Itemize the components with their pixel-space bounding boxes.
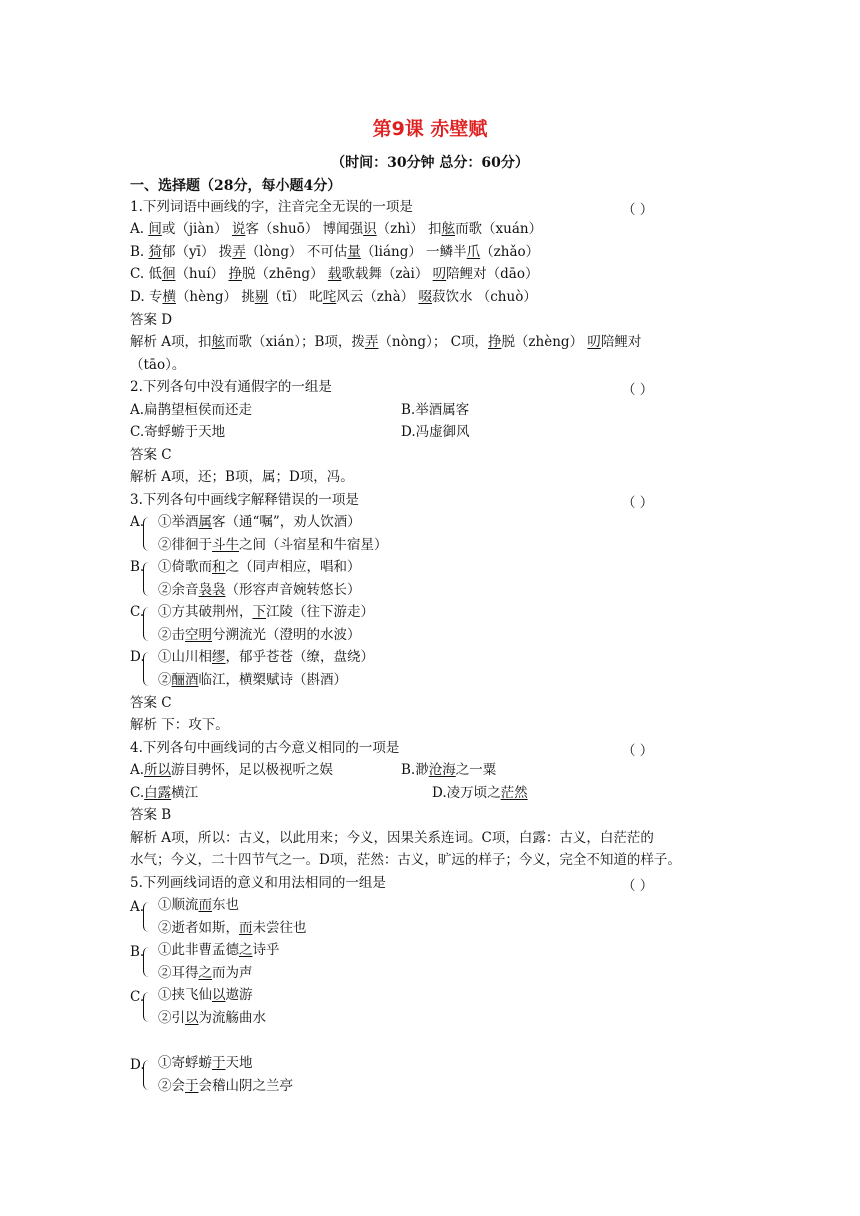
text-segment: ①寄蜉蝣: [158, 1055, 212, 1071]
text-segment: D.凌万顷之: [432, 785, 501, 801]
text-segment: 陪鲤对（dāo）: [446, 266, 539, 282]
underlined-term: 斗牛: [212, 537, 239, 553]
q1-analysis-line2: （tāo）。: [130, 357, 186, 373]
q5-option-b-2: [158, 964, 253, 982]
underlined-term: 挣: [228, 266, 242, 282]
answer-blank-2: （ ）: [622, 382, 654, 398]
text-segment: ①倚歌而: [158, 559, 212, 575]
underlined-term: 下: [252, 604, 266, 620]
q3-analysis: 解析 下：攻下。: [130, 717, 229, 733]
section-heading: 一、选择题（28分，每小题4分）: [130, 178, 342, 194]
underlined-term: 茫然: [500, 785, 528, 801]
q5-brace-b: [143, 947, 154, 977]
question-4-stem: 4.下列各句中画线词的古今意义相同的一项是: [130, 740, 400, 756]
q5-option-c-1: [158, 986, 253, 1004]
text-segment: ②逝者如斯，: [158, 920, 239, 936]
underlined-term: 舷: [211, 334, 226, 350]
text-segment: 而歌（xián）；B项，拨: [225, 334, 365, 350]
q1-option-b: [130, 243, 539, 261]
text-segment: ①举酒: [158, 514, 199, 530]
q3-option-a-1: [158, 513, 361, 531]
underlined-term: 剔: [254, 289, 269, 305]
underlined-term: 横: [162, 289, 176, 305]
underlined-term: 袅袅: [198, 582, 226, 598]
q1-option-c: [130, 265, 538, 283]
underlined-term: 啜: [418, 289, 432, 305]
underlined-term: 空明: [185, 627, 212, 643]
answer-blank-1: （ ）: [622, 202, 654, 218]
text-segment: ②引: [158, 1010, 185, 1026]
q3-option-c-label: C.: [130, 604, 145, 620]
text-segment: ②徘徊于: [158, 537, 212, 553]
q3-option-b-label: B.: [130, 559, 145, 575]
q3-option-d-1: [158, 648, 374, 666]
underlined-term: 载: [327, 266, 342, 282]
q3-option-d-label: D.: [130, 649, 145, 665]
text-segment: D. 专: [130, 289, 163, 305]
text-segment: ，郁乎苍苍（缭，盘绕）: [225, 649, 374, 665]
text-segment: 脱（zhèng）: [501, 334, 588, 350]
text-segment: 或（jiàn）: [161, 221, 232, 237]
q1-answer: 答案 D: [130, 312, 173, 328]
q1-option-a: [130, 220, 542, 238]
q5-option-a-label: A.: [130, 899, 145, 915]
underlined-term: 沧海: [428, 762, 456, 778]
text-segment: 遨游: [225, 987, 253, 1003]
question-2-stem: 2.下列各句中没有通假字的一组是: [130, 379, 332, 395]
underlined-term: 而: [198, 897, 212, 913]
text-segment: C. 低: [130, 266, 162, 282]
q2-option-d: D.冯虚御风: [401, 424, 470, 440]
text-segment: 郁（yī） 拨: [162, 244, 233, 260]
q3-option-b-2: [158, 581, 361, 599]
underlined-term: 舷: [441, 221, 456, 237]
q3-option-a-2: [158, 536, 388, 554]
underlined-term: 属: [198, 514, 212, 530]
text-segment: 东也: [212, 897, 239, 913]
q2-option-a: A.扁鹊望桓侯而还走: [130, 402, 253, 418]
text-segment: （hèng） 挑: [175, 289, 255, 305]
text-segment: 未尝往也: [252, 920, 307, 936]
text-segment: B.渺: [401, 762, 429, 778]
underlined-term: 白露: [144, 785, 172, 801]
text-segment: A.: [130, 762, 145, 778]
underlined-term: 猗: [148, 244, 163, 260]
text-segment: （tī） 叱: [268, 289, 323, 305]
text-segment: ②: [158, 672, 172, 688]
q5-option-b-1: [158, 941, 280, 959]
text-segment: 歌载舞（zài）: [341, 266, 433, 282]
text-segment: 脱（zhēng）: [241, 266, 328, 282]
text-segment: 之间（斗宿星和牛宿星）: [239, 537, 388, 553]
text-segment: A.: [130, 221, 149, 237]
q4-option-b: [401, 761, 496, 779]
underlined-term: 和: [212, 559, 226, 575]
underlined-term: 叨: [432, 266, 447, 282]
q5-brace-a: [143, 902, 154, 932]
text-segment: ②余音: [158, 582, 199, 598]
question-1-stem: 1.下列词语中画线的字，注音完全无误的一项是: [130, 199, 413, 215]
text-segment: 之（同声相应，唱和）: [225, 559, 361, 575]
q5-option-a-1: [158, 896, 239, 914]
q5-option-a-2: [158, 919, 307, 937]
text-segment: 临江，横槊赋诗（斟酒）: [198, 672, 347, 688]
text-segment: ②击: [158, 627, 185, 643]
underlined-term: 弄: [232, 244, 246, 260]
text-segment: ①此非曹孟德: [158, 942, 239, 958]
underlined-term: 间: [148, 221, 162, 237]
text-segment: （lòng） 不可估: [245, 244, 348, 260]
q3-option-d-2: [158, 671, 347, 689]
underlined-term: 之: [239, 942, 253, 958]
text-segment: 会稽山阴之兰亭: [198, 1078, 293, 1094]
underlined-term: 于: [185, 1078, 199, 1094]
underlined-term: 咤: [322, 289, 337, 305]
q1-option-d: [130, 288, 537, 306]
q5-option-d-2: [158, 1077, 293, 1095]
underlined-term: 而: [239, 920, 253, 936]
text-segment: 客（shuō） 博闻强: [245, 221, 364, 237]
q4-analysis-line1: 解析 A项，所以：古义，以此用来；今义，因果关系连词。C项，白露：古义，白茫茫的: [130, 830, 654, 846]
text-segment: 陪鲤对: [600, 334, 642, 350]
text-segment: （zhǎo）: [480, 244, 540, 260]
text-segment: 游目骋怀，足以极视听之娱: [171, 762, 334, 778]
q2-option-b: B.举酒属客: [401, 402, 470, 418]
underlined-term: 挣: [487, 334, 502, 350]
text-segment: 之一粟: [455, 762, 497, 778]
text-segment: 天地: [225, 1055, 253, 1071]
q3-brace-b: [143, 562, 154, 596]
text-segment: B.: [130, 244, 149, 260]
underlined-term: 爪: [466, 244, 481, 260]
q2-answer: 答案 C: [130, 447, 172, 463]
underlined-term: 之: [198, 965, 212, 981]
underlined-term: 于: [212, 1055, 226, 1071]
underlined-term: 徊: [161, 266, 176, 282]
answer-blank-4: （ ）: [622, 743, 654, 759]
q5-option-d-1: [158, 1054, 253, 1072]
q3-brace-c: [143, 607, 154, 641]
underlined-term: 弄: [364, 334, 379, 350]
text-segment: （zhì） 扣: [376, 221, 442, 237]
q3-option-a-label: A.: [130, 514, 145, 530]
text-segment: （huí）: [175, 266, 229, 282]
q2-option-c: C.寄蜉蝣于天地: [130, 424, 226, 440]
q4-analysis-line2: 水气；今义，二十四节气之一。D项，茫然：古义，旷远的样子；今义，完全不知道的样子。: [130, 852, 681, 868]
text-segment: 风云（zhà）: [336, 289, 419, 305]
underlined-term: 叨: [587, 334, 601, 350]
q4-option-d: [432, 784, 528, 802]
text-segment: ①山川相: [158, 649, 212, 665]
q4-option-a: [130, 761, 333, 779]
underlined-term: 酾酒: [171, 672, 199, 688]
q3-option-c-2: [158, 626, 361, 644]
q3-answer: 答案 C: [130, 695, 172, 711]
text-segment: C.: [130, 785, 145, 801]
text-segment: 兮溯流光（澄明的水波）: [212, 627, 361, 643]
q5-brace-d: [143, 1060, 154, 1090]
text-segment: 诗乎: [252, 942, 280, 958]
q5-option-d-label: D.: [130, 1057, 145, 1073]
answer-blank-3: （ ）: [622, 495, 654, 511]
text-segment: 菽饮水 （chuò）: [431, 289, 537, 305]
text-segment: 客（通“嘱”，劝人饮酒）: [212, 514, 361, 530]
q4-option-c: [130, 784, 198, 802]
q1-analysis-line1: [130, 333, 641, 351]
underlined-term: 以: [212, 987, 226, 1003]
q5-option-b-label: B.: [130, 944, 145, 960]
underlined-term: 缪: [212, 649, 226, 665]
q5-option-c-label: C.: [130, 989, 145, 1005]
text-segment: 江陵（往下游走）: [266, 604, 374, 620]
text-segment: 解析 A项，扣: [130, 334, 212, 350]
underlined-term: 量: [347, 244, 361, 260]
underlined-term: 以: [185, 1010, 199, 1026]
text-segment: 而歌（xuán）: [455, 221, 543, 237]
question-3-stem: 3.下列各句中画线字解释错误的一项是: [130, 492, 359, 508]
text-segment: ①顺流: [158, 897, 199, 913]
underlined-term: 识: [363, 221, 377, 237]
question-5-stem: 5.下列画线词语的意义和用法相同的一组是: [130, 875, 386, 891]
text-segment: 而为声: [212, 965, 253, 981]
text-segment: （nòng）； C项，: [378, 334, 488, 350]
q3-brace-d: [143, 652, 154, 686]
text-segment: （形容声音婉转悠长）: [225, 582, 361, 598]
text-segment: （liáng） 一鳞半: [360, 244, 467, 260]
page-title: 第9课 赤壁赋: [372, 118, 488, 140]
text-segment: 为流觞曲水: [198, 1010, 266, 1026]
q3-option-c-1: [158, 603, 374, 621]
q3-option-b-1: [158, 558, 361, 576]
underlined-term: 说: [231, 221, 246, 237]
q5-option-c-2: [158, 1009, 266, 1027]
q4-answer: 答案 B: [130, 807, 172, 823]
answer-blank-5: （ ）: [622, 878, 654, 894]
q3-brace-a: [143, 517, 154, 551]
underlined-term: 所以: [144, 762, 172, 778]
text-segment: ①方其破荆州，: [158, 604, 253, 620]
text-segment: ②会: [158, 1078, 185, 1094]
text-segment: 横江: [171, 785, 199, 801]
q2-analysis: 解析 A项，还；B项，属；D项，冯。: [130, 469, 354, 485]
text-segment: ①挟飞仙: [158, 987, 212, 1003]
page-subtitle: （时间：30分钟 总分：60分）: [331, 155, 529, 171]
q5-brace-c: [143, 992, 154, 1022]
text-segment: ②耳得: [158, 965, 199, 981]
